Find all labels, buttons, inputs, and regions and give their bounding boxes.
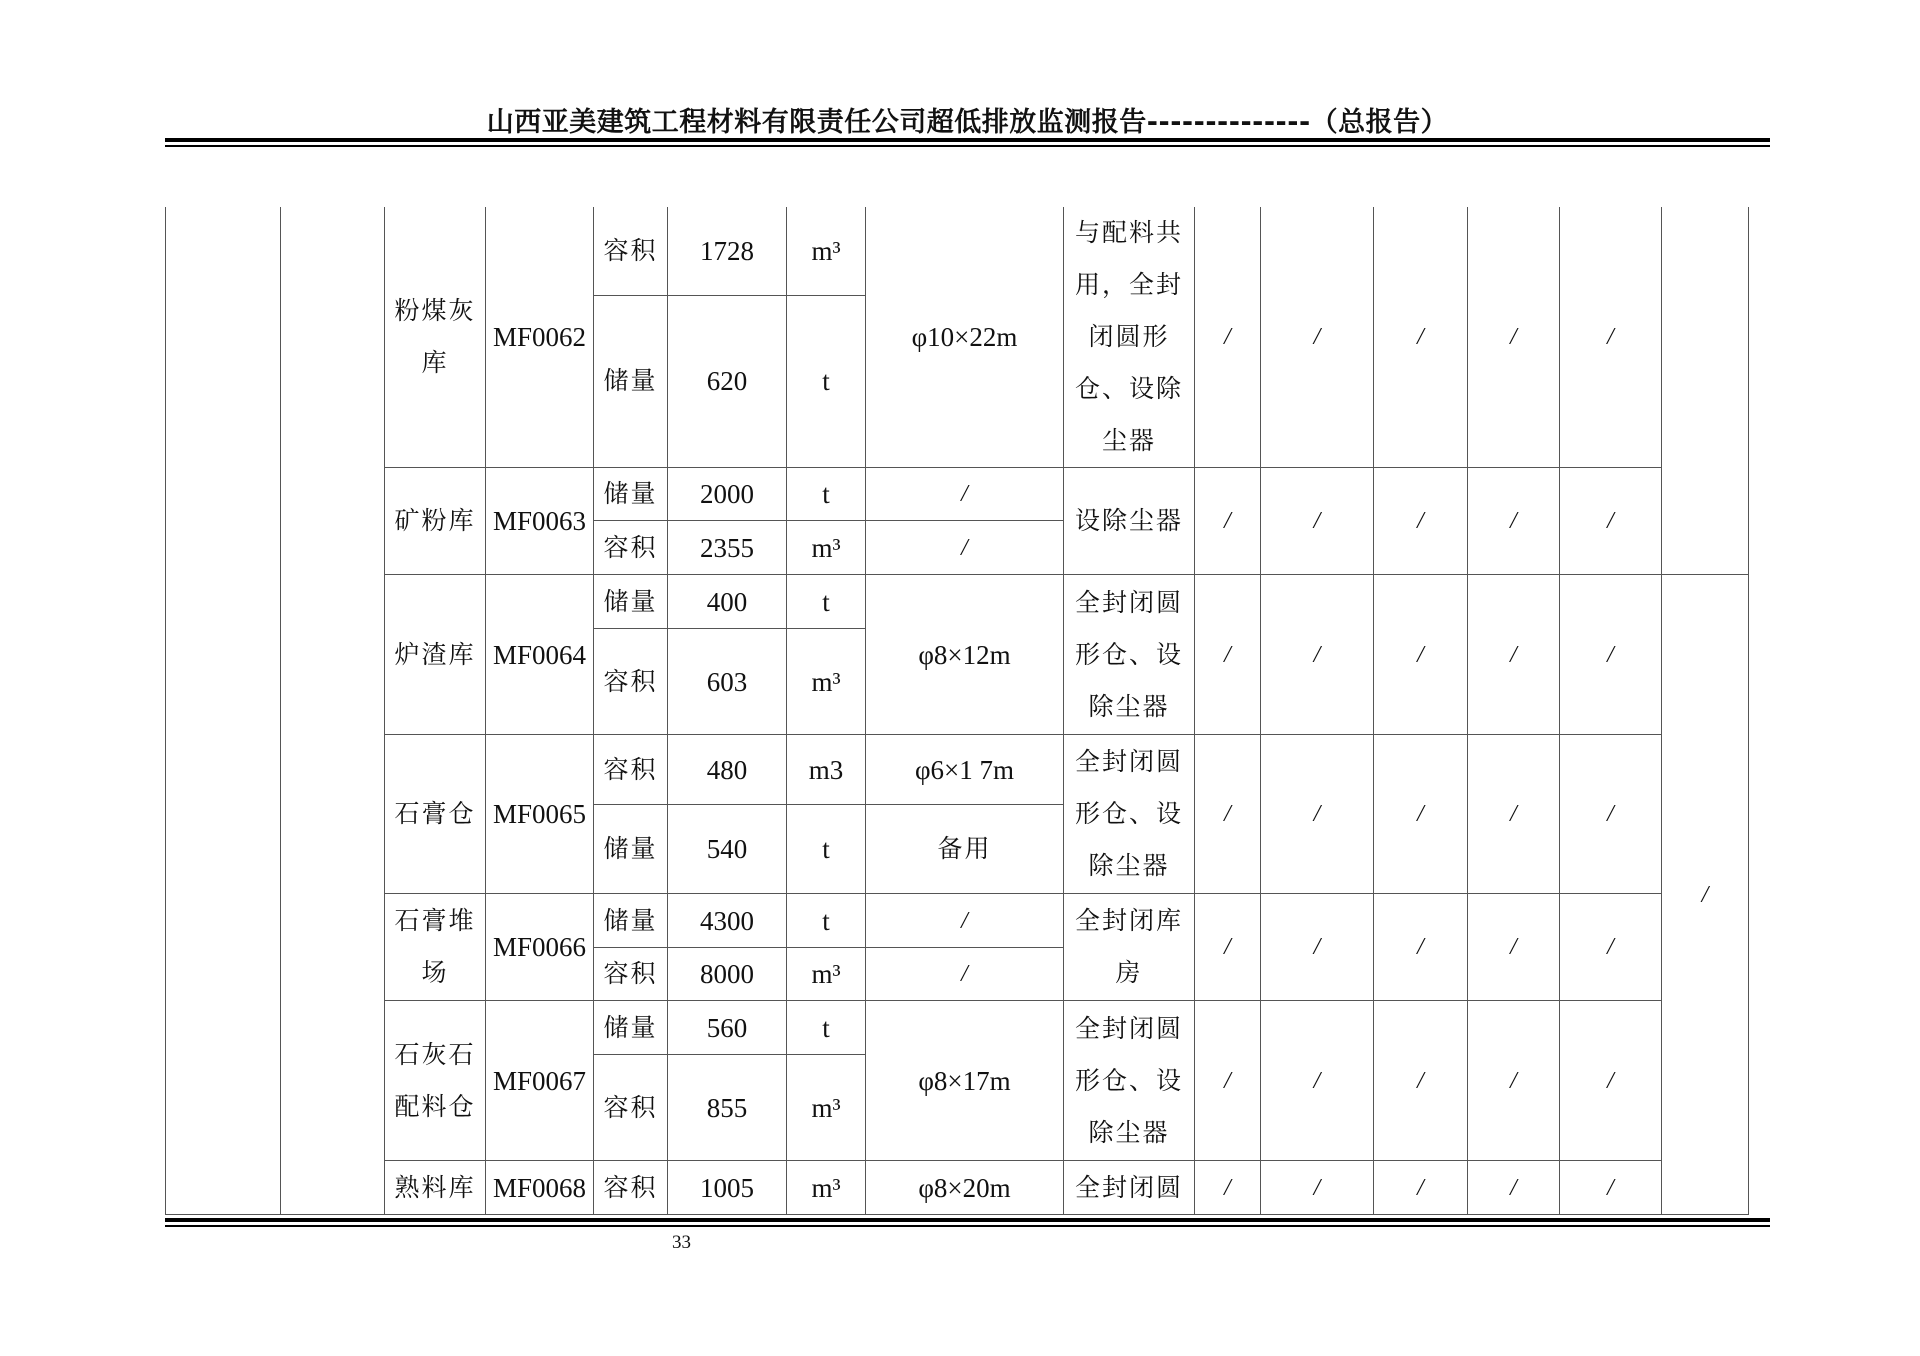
measure-cell: 全封闭库房: [1064, 894, 1195, 1001]
param-label: 容积: [594, 521, 668, 575]
param-unit: t: [787, 805, 866, 894]
facility-name: 石膏仓: [385, 735, 486, 894]
param-label: 容积: [594, 1055, 668, 1161]
slash-cell: /: [1560, 735, 1662, 894]
slash-cell: /: [1468, 1161, 1560, 1215]
facility-name: 粉煤灰库: [385, 207, 486, 468]
table-row: [166, 1161, 1749, 1215]
table-row: [166, 1001, 1749, 1055]
param-unit: m³: [787, 948, 866, 1001]
param-label: 容积: [594, 207, 668, 295]
facility-name: 矿粉库: [385, 468, 486, 575]
measure-cell: 全封闭圆形仓、设除尘器: [1064, 735, 1195, 894]
param-label: 容积: [594, 629, 668, 735]
spec-cell: φ8×12m: [866, 575, 1064, 735]
header-rule-thin: [165, 145, 1770, 147]
facility-code: MF0067: [486, 1001, 594, 1161]
param-unit: m3: [787, 735, 866, 805]
slash-cell: /: [1374, 468, 1468, 575]
slash-cell: /: [1468, 575, 1560, 735]
param-unit: t: [787, 575, 866, 629]
spec-cell: /: [866, 521, 1064, 575]
blank-cell-col2: [281, 207, 385, 1215]
facility-name: 石膏堆场: [385, 894, 486, 1001]
param-unit: m³: [787, 207, 866, 295]
slash-cell: /: [1560, 468, 1662, 575]
slash-cell: /: [1560, 1001, 1662, 1161]
param-unit: m³: [787, 629, 866, 735]
param-label: 储量: [594, 468, 668, 521]
param-label: 储量: [594, 295, 668, 467]
spec-cell: φ8×20m: [866, 1161, 1064, 1215]
param-label: 储量: [594, 575, 668, 629]
header-rule-thick: [165, 138, 1770, 142]
slash-cell: /: [1374, 894, 1468, 1001]
param-value: 2355: [668, 521, 787, 575]
param-label: 储量: [594, 1001, 668, 1055]
param-value: 603: [668, 629, 787, 735]
param-unit: m³: [787, 1161, 866, 1215]
measure-cell: 全封闭圆形仓、设除尘器: [1064, 1001, 1195, 1161]
param-value: 1005: [668, 1161, 787, 1215]
param-value: 855: [668, 1055, 787, 1161]
param-unit: t: [787, 894, 866, 948]
slash-cell: /: [1261, 468, 1374, 575]
footer-rule-thick: [165, 1218, 1770, 1222]
param-unit: t: [787, 468, 866, 521]
page-number: 33: [672, 1232, 691, 1253]
table-row: [166, 468, 1749, 521]
slash-cell: /: [1195, 1161, 1261, 1215]
table-row: [166, 207, 1749, 295]
param-value: 400: [668, 575, 787, 629]
param-value: 620: [668, 295, 787, 467]
facility-code: MF0068: [486, 1161, 594, 1215]
slash-cell: /: [1261, 1161, 1374, 1215]
table-row: [166, 894, 1749, 948]
slash-cell: /: [1468, 894, 1560, 1001]
spec-cell: φ8×17m: [866, 1001, 1064, 1161]
slash-cell: /: [1261, 894, 1374, 1001]
report-table: [165, 207, 1749, 1215]
last-column-slash: /: [1662, 575, 1749, 1215]
facility-code: MF0066: [486, 894, 594, 1001]
slash-cell: /: [1195, 575, 1261, 735]
slash-cell: /: [1560, 575, 1662, 735]
param-label: 储量: [594, 805, 668, 894]
slash-cell: /: [1374, 575, 1468, 735]
spec-cell: 备用: [866, 805, 1064, 894]
spec-cell: φ10×22m: [866, 207, 1064, 468]
slash-cell: /: [1195, 468, 1261, 575]
slash-cell: /: [1195, 207, 1261, 468]
facility-code: MF0062: [486, 207, 594, 468]
measure-cell: 设除尘器: [1064, 468, 1195, 575]
param-label: 容积: [594, 735, 668, 805]
facility-code: MF0064: [486, 575, 594, 735]
slash-cell: /: [1195, 894, 1261, 1001]
slash-cell: /: [1374, 1001, 1468, 1161]
param-label: 容积: [594, 1161, 668, 1215]
header-title: 山西亚美建筑工程材料有限责任公司超低排放监测报告--------------（总报告）: [486, 107, 1449, 138]
facility-name: 石灰石配料仓: [385, 1001, 486, 1161]
spec-cell: /: [866, 468, 1064, 521]
param-label: 储量: [594, 894, 668, 948]
param-unit: m³: [787, 1055, 866, 1161]
param-value: 480: [668, 735, 787, 805]
param-unit: m³: [787, 521, 866, 575]
slash-cell: /: [1468, 468, 1560, 575]
param-value: 560: [668, 1001, 787, 1055]
slash-cell: /: [1195, 1001, 1261, 1161]
slash-cell: /: [1468, 207, 1560, 468]
slash-cell: /: [1468, 1001, 1560, 1161]
param-value: 540: [668, 805, 787, 894]
facility-name: 炉渣库: [385, 575, 486, 735]
param-value: 2000: [668, 468, 787, 521]
slash-cell: /: [1195, 735, 1261, 894]
slash-cell: /: [1374, 735, 1468, 894]
blank-cell-last-upper: [1662, 207, 1749, 575]
slash-cell: /: [1560, 207, 1662, 468]
spec-cell: /: [866, 894, 1064, 948]
slash-cell: /: [1261, 207, 1374, 468]
measure-cell: 与配料共用，全封闭圆形仓、设除尘器: [1064, 207, 1195, 468]
spec-cell: φ6×1 7m: [866, 735, 1064, 805]
slash-cell: /: [1261, 735, 1374, 894]
param-value: 8000: [668, 948, 787, 1001]
param-value: 4300: [668, 894, 787, 948]
spec-cell: /: [866, 948, 1064, 1001]
slash-cell: /: [1374, 1161, 1468, 1215]
slash-cell: /: [1261, 1001, 1374, 1161]
footer-rule-thin: [165, 1225, 1770, 1227]
table-row: [166, 575, 1749, 629]
table-row: [166, 735, 1749, 805]
slash-cell: /: [1468, 735, 1560, 894]
blank-cell-col1: [166, 207, 281, 1215]
measure-cell: 全封闭圆形仓、设除尘器: [1064, 575, 1195, 735]
param-unit: t: [787, 1001, 866, 1055]
slash-cell: /: [1560, 1161, 1662, 1215]
param-unit: t: [787, 295, 866, 467]
slash-cell: /: [1374, 207, 1468, 468]
facility-code: MF0063: [486, 468, 594, 575]
slash-cell: /: [1261, 575, 1374, 735]
facility-name: 熟料库: [385, 1161, 486, 1215]
slash-cell: /: [1560, 894, 1662, 1001]
param-label: 容积: [594, 948, 668, 1001]
facility-code: MF0065: [486, 735, 594, 894]
param-value: 1728: [668, 207, 787, 295]
measure-cell: 全封闭圆: [1064, 1161, 1195, 1215]
